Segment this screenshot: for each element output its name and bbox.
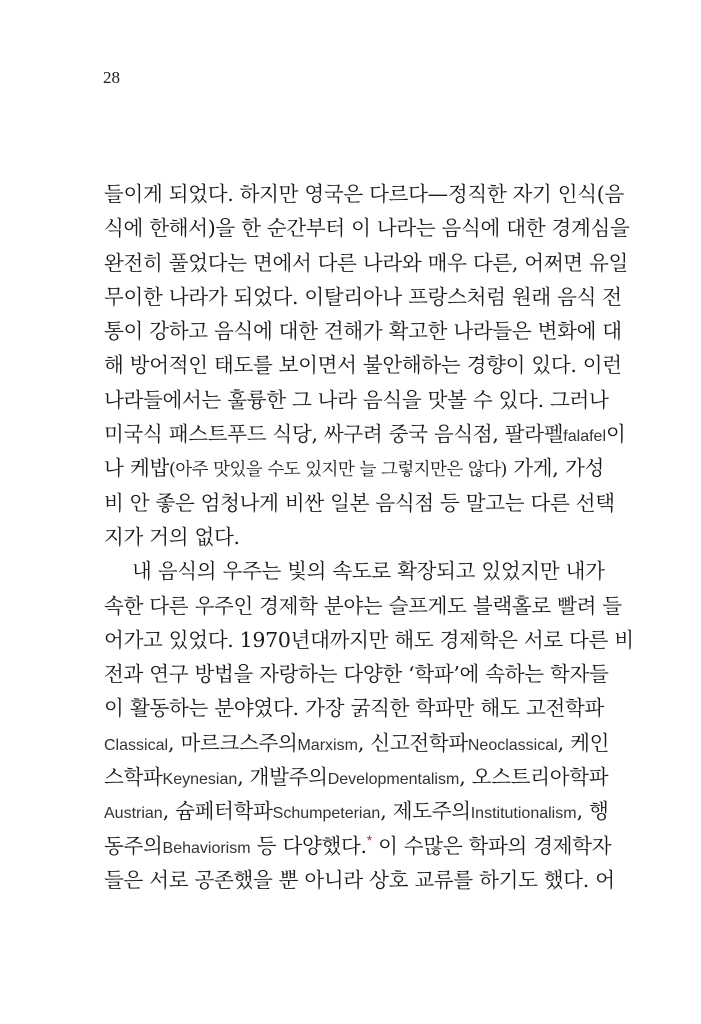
latin-term: Behaviorism	[162, 839, 251, 857]
latin-term: Keynesian	[162, 771, 238, 789]
text-segment: 가게, 가성	[506, 456, 604, 481]
text-segment: 등 다양했다.	[250, 833, 367, 858]
text-segment: 나 케밥	[104, 456, 170, 481]
footnote-marker[interactable]: *	[366, 831, 372, 848]
text-line: 무이한 나라가 되었다. 이탈리아나 프랑스처럼 원래 음식 전	[104, 284, 622, 309]
text-line: 비 안 좋은 엄청나게 비싼 일본 음식점 등 말고는 다른 선택	[104, 490, 615, 515]
latin-term: Developmentalism	[327, 771, 460, 789]
latin-term: Institutionalism	[470, 805, 577, 823]
parenthetical-note: (아주 맛있을 수도 있지만 늘 그렇지만은 않다)	[169, 460, 507, 481]
text-segment: , 행	[576, 799, 609, 824]
text-line: 식에 한해서)을 한 순간부터 이 나라는 음식에 대한 경계심을	[104, 216, 630, 241]
text-segment: 미국식 패스트푸드 식당, 싸구려 중국 음식점, 팔라펠	[104, 422, 564, 447]
text-line: 완전히 풀었다는 면에서 다른 나라와 매우 다른, 어쩌면 유일	[104, 250, 629, 275]
text-segment: , 신고전학파	[357, 730, 468, 755]
text-line	[104, 762, 609, 796]
text-line: 지가 거의 없다.	[104, 524, 240, 549]
page-number: 28	[103, 68, 120, 87]
text-line	[104, 453, 604, 487]
text-line: 내 음식의 우주는 빛의 속도로 확장되고 있었지만 내가	[132, 559, 605, 584]
text-line: 통이 강하고 음식에 대한 견해가 확고한 나라들은 변화에 대	[104, 319, 622, 344]
text-segment: , 슘페터학파	[162, 799, 273, 824]
text-segment: , 개발주의	[237, 765, 328, 790]
text-line: 들이게 되었다. 하지만 영국은 다르다—정직한 자기 인식(음	[104, 182, 624, 206]
text-segment: , 제도주의	[380, 799, 471, 824]
text-segment: , 케인	[557, 730, 610, 755]
latin-term: Schumpeterian	[272, 805, 381, 823]
text-line	[104, 419, 626, 453]
text-line: 속한 다른 우주인 경제학 분야는 슬프게도 블랙홀로 빨려 들	[104, 593, 622, 618]
text-line	[104, 796, 609, 830]
body-text	[104, 179, 634, 899]
latin-term: Neoclassical	[467, 736, 558, 754]
text-segment: , 오스트리아학파	[459, 765, 609, 790]
text-segment: 스학파	[104, 765, 163, 790]
latin-term: Marxism	[297, 736, 358, 754]
text-line: 들은 서로 공존했을 뿐 아니라 상호 교류를 하기도 했다. 어	[104, 867, 615, 892]
latin-term: falafel	[563, 428, 606, 446]
text-line	[104, 831, 612, 865]
text-line: 어가고 있었다. 1970년대까지만 해도 경제학은 서로 다른 비	[104, 627, 634, 652]
text-line: 이 활동하는 분야였다. 가장 굵직한 학파만 해도 고전학파	[104, 696, 604, 721]
text-line: 나라들에서는 훌륭한 그 나라 음식을 맛볼 수 있다. 그러나	[104, 387, 609, 412]
text-line: 해 방어적인 태도를 보이면서 불안해하는 경향이 있다. 이런	[104, 353, 622, 378]
text-line	[104, 728, 610, 762]
text-segment: 동주의	[104, 833, 163, 858]
latin-term: Classical	[104, 736, 169, 754]
text-segment: 이	[606, 422, 626, 447]
text-line: 전과 연구 방법을 자랑하는 다양한 ‘학파’에 속하는 학자들	[104, 662, 609, 687]
text-segment: , 마르크스주의	[168, 730, 298, 755]
latin-term: Austrian	[104, 805, 163, 823]
text-segment: 이 수많은 학파의 경제학자	[371, 833, 612, 858]
